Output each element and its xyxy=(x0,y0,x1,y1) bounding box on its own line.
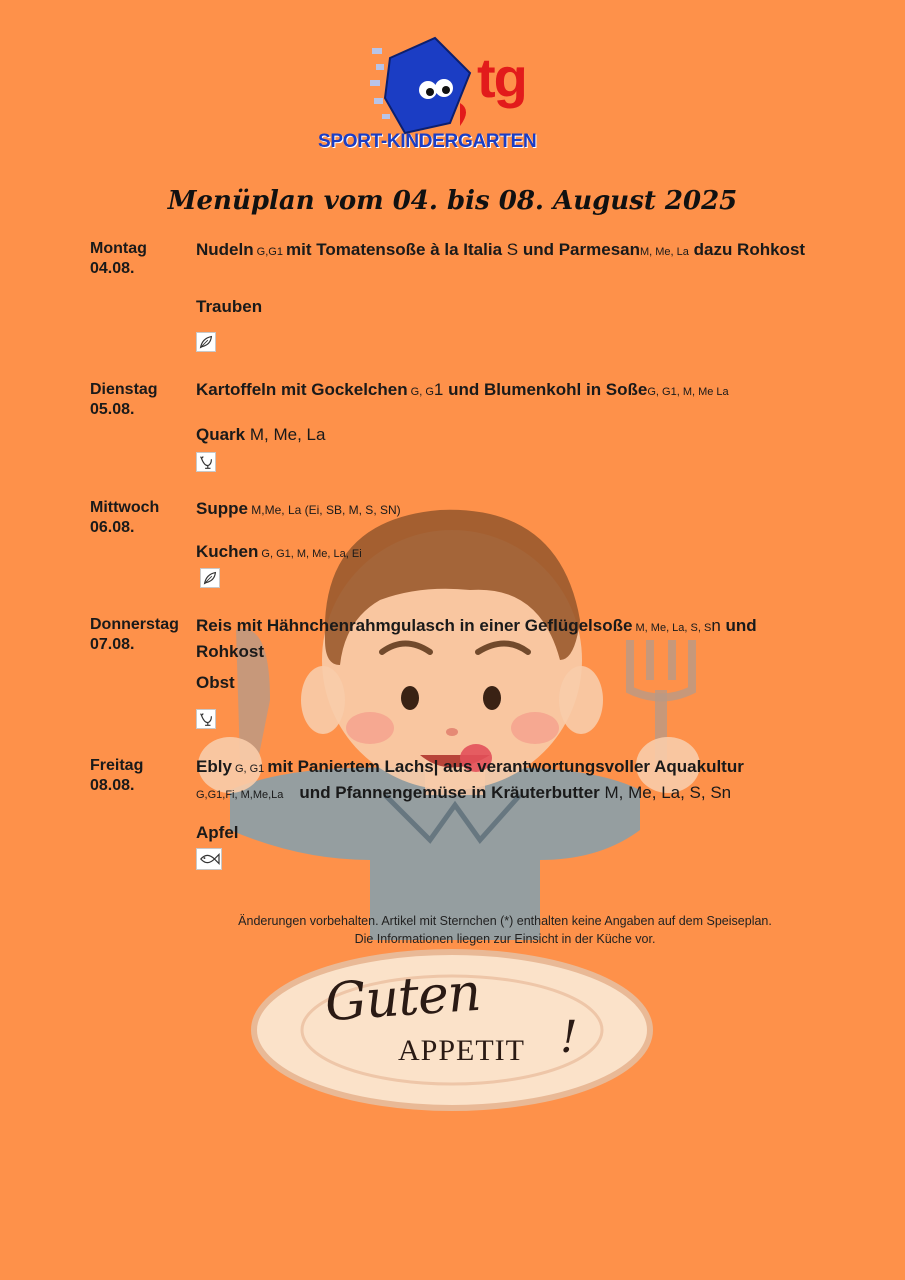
allergen-codes: G,G1,Fi, M,Me,La xyxy=(196,789,284,801)
meal-text: und Parmesan xyxy=(518,240,640,259)
day-tuesday xyxy=(90,380,158,420)
allergen-codes: G, G xyxy=(407,386,434,398)
allergen-codes: M, Me, La xyxy=(639,246,689,258)
day-name: Montag xyxy=(90,240,147,257)
chicken-icon xyxy=(196,452,216,472)
meal-text: und Blumenkohl in Soße xyxy=(443,380,648,399)
meal-text: mit Tomatensoße à la Italia xyxy=(286,240,507,259)
meal-text: dazu Rohkost xyxy=(688,240,806,259)
page-title: Menüplan vom 04. bis 08. August 2025 xyxy=(167,186,738,216)
dessert-text: Kuchen xyxy=(196,542,259,561)
day-thursday xyxy=(90,615,179,655)
note-line: Änderungen vorbehalten. Artikel mit Sternchen (*) enthalten keine Angaben auf dem Speiseplan. xyxy=(238,914,772,928)
day-date: 04.08. xyxy=(90,260,135,277)
dessert-monday: Trauben xyxy=(196,297,263,316)
meal-wednesday xyxy=(196,497,816,522)
meal-tuesday xyxy=(196,378,816,404)
meal-text: und Rohkost xyxy=(196,616,757,661)
day-date: 08.08. xyxy=(90,777,135,794)
leaf-icon xyxy=(196,332,216,352)
allergen-codes: 1 xyxy=(433,380,444,399)
day-name: Dienstag xyxy=(90,381,158,398)
logo-brand-name: SPORT-KINDERGARTEN xyxy=(318,131,537,152)
chicken-icon xyxy=(196,709,216,729)
day-monday xyxy=(90,239,147,279)
exclamation-mark: ! xyxy=(560,1012,578,1063)
day-date: 06.08. xyxy=(90,519,135,536)
allergen-codes: n xyxy=(711,616,721,635)
meal-text: und Pfannengemüse in Kräuterbutter xyxy=(299,783,600,802)
meal-text: Ebly xyxy=(196,757,232,776)
day-wednesday xyxy=(90,498,159,538)
dessert-tuesday xyxy=(196,423,816,446)
day-friday xyxy=(90,756,143,796)
meal-text: Kartoffeln mit Gockelchen xyxy=(196,380,408,399)
leaf-icon xyxy=(200,568,220,588)
meal-monday xyxy=(196,238,816,264)
meal-text: Nudeln xyxy=(196,240,254,259)
day-date: 07.08. xyxy=(90,636,135,653)
day-name: Mittwoch xyxy=(90,499,160,516)
dessert-wednesday xyxy=(196,540,816,566)
meal-text: Reis mit Hähnchenrahmgulasch in einer Geflügelsoße xyxy=(196,616,633,635)
allergen-codes: M,Me, La (Ei, SB, M, S, SN) xyxy=(247,503,401,517)
allergen-codes: G, G1, M, Me La xyxy=(647,386,729,398)
day-name: Freitag xyxy=(90,757,144,774)
day-date: 05.08. xyxy=(90,401,135,418)
appetit-text: APPETIT xyxy=(398,1034,525,1067)
note-line: Die Informationen liegen zur Einsicht in der Küche vor. xyxy=(354,932,656,946)
dessert-text: Quark xyxy=(196,425,246,444)
logo-tg: tg xyxy=(477,46,526,109)
meal-text: Suppe xyxy=(196,499,248,518)
allergen-codes: G, G1 xyxy=(231,763,268,775)
allergen-codes: S xyxy=(506,240,519,259)
dessert-thursday: Obst xyxy=(196,673,235,692)
allergen-codes: G,G1 xyxy=(253,246,287,258)
fish-icon xyxy=(196,848,222,870)
allergen-codes: M, Me, La, S, Sn xyxy=(599,783,732,802)
day-name: Donnerstag xyxy=(90,616,179,633)
meal-thursday xyxy=(196,614,816,663)
meal-text: mit Paniertem Lachs| aus verantwortungsvoller Aquakultur xyxy=(267,757,744,776)
disclaimer-note xyxy=(180,912,830,948)
allergen-codes: G, G1, M, Me, La, Ei xyxy=(258,548,362,560)
meal-friday xyxy=(196,755,816,807)
allergen-codes: M, Me, La xyxy=(245,425,326,444)
allergen-codes: M, Me, La, S, S xyxy=(632,622,712,634)
dessert-friday: Apfel xyxy=(196,823,239,842)
guten-text: Guten xyxy=(323,962,483,1034)
